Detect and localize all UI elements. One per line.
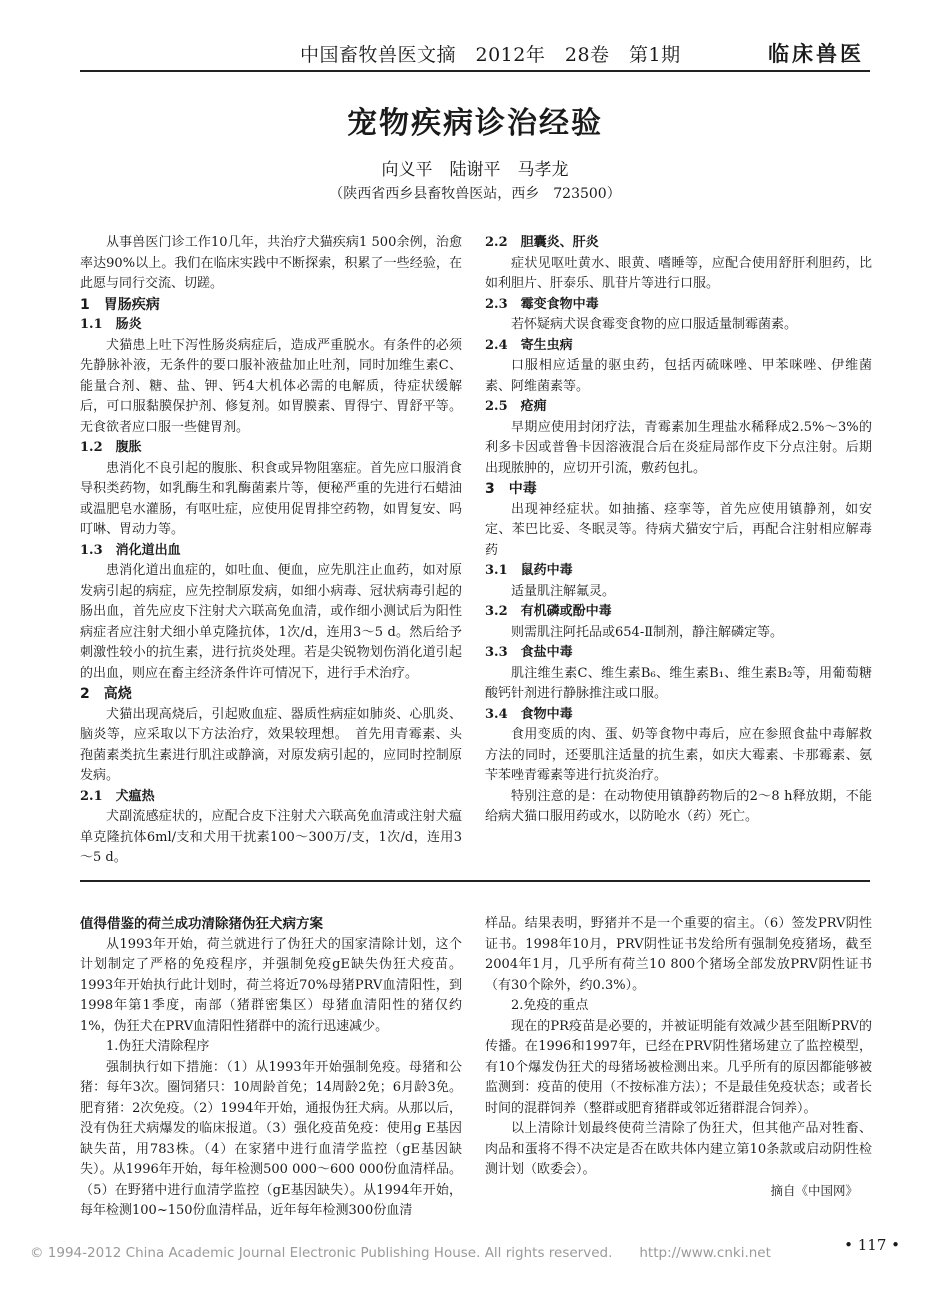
body-paragraph: 早期应使用封闭疗法，青霉素加生理盐水稀释成2.5%～3%的利多卡因或普鲁卡因溶液混合后在炎症局部作皮下分点注射。后期出现脓肿的，应切开引流，敷药包扎。 [485, 419, 872, 476]
subsection-heading: 1.2 腹胀 [80, 440, 142, 455]
box-paragraph: 以上清除计划最终使荷兰清除了伪狂犬，但其他产品对牲畜、肉品和蛋将不得不决定是否在欧共体内建立第10条款或启动阴性检测计划（欧委会）。 [485, 1121, 872, 1177]
subsection-heading: 3.2 有机磷或酚中毒 [485, 604, 612, 619]
box-paragraph: 强制执行如下措施：（1）从1993年开始强制免疫。母猪和公猪：每年3次。圈饲猪只：10周龄首免；14周龄2免；6月龄3免。肥育猪：2次免疫。（2）1994年开始，通报伪狂犬病。从那以后，没有伪狂犬病爆发的临床报道。（3）强化疫苗免疫：使用g E基因缺失苗，用783株。（4）在家猪中进行血清学监控（gE基因缺失）。从1996年开始，每年检测500 000～600 000份血清样品。（5）在野猪中进行血清学监控（gE基因缺失）。从1994年开始，每年检测100~150份血清样品，近年每年检测300份血清 [80, 1059, 462, 1218]
section-heading: 1 胃肠疾病 [80, 296, 160, 313]
closing-paragraph: 特别注意的是：在动物使用镇静药物后的2～8 h释放期，不能给病犬猫口服用药或水，以防呛水（药）死亡。 [485, 788, 872, 824]
body-paragraph: 患消化道出血症的，如吐血、便血，应先肌注止血药，如对原发病引起的病症，应先控制原发病，如细小病毒、冠状病毒引起的肠出血，首先应皮下注射犬六联高免血清，或作细小测试后为阳性病症者应注射犬细小单克隆抗体，1次/d，连用3～5 d。然后给予刺激性较小的抗生素，进行抗炎处理。若是尖锐物划伤消化道引起的出血，则应在畜主经济条件许可情况下，进行手术治疗。 [80, 563, 462, 681]
box-subheading: 1.伪狂犬清除程序 [106, 1039, 210, 1054]
body-paragraph: 若怀疑病犬误食霉变食物的应口服适量制霉菌素。 [511, 317, 798, 332]
body-paragraph: 出现神经症状。如抽搐、痉挛等，首先应使用镇静剂，如安定、苯巴比妥、冬眠灵等。待病犬猫安宁后，再配合注射相应解毒药 [485, 501, 872, 558]
subsection-heading: 1.3 消化道出血 [80, 542, 181, 558]
body-paragraph: 患消化不良引起的腹胀、积食或异物阻塞症。首先应口服消食导积类药物，如乳酶生和乳酶菌素片等，便秘严重的先进行石蜡油或温肥皂水灌肠，有呕吐症，应使用促胃排空药物，如胃复安、吗叮啉、胃动力等。 [80, 460, 462, 537]
section-heading: 2 高烧 [80, 686, 132, 702]
body-paragraph: 症状见呕吐黄水、眼黄、嗜睡等，应配合使用舒肝利胆药，比如利胆片、肝泰乐、肌苷片等进行口服。 [485, 255, 872, 291]
subsection-heading: 2.3 霉变食物中毒 [485, 296, 599, 312]
section-name: 临床兽医 [768, 42, 864, 66]
box-column-right [485, 914, 872, 1201]
running-header [80, 38, 870, 72]
body-paragraph: 犬猫出现高烧后，引起败血症、器质性病症如肺炎、心肌炎、脑炎等，应采取以下方法治疗，效果较理想。 首先用青霉素、头孢菌素类抗生素进行肌注或静滴，对原发病引起的，应同时控制原发病。 [80, 706, 462, 783]
page-number: • 117 • [844, 1236, 900, 1254]
section-heading: 3 中毒 [485, 481, 537, 497]
body-paragraph: 则需肌注阿托品或654-Ⅱ制剂，静注解磷定等。 [511, 624, 784, 640]
intro-paragraph: 从事兽医门诊工作10几年，共治疗犬猫疾病1 500余例，治愈率达90%以上。我们在临床实践中不断探索，积累了一些经验，在此愿与同行交流、切蹉。 [80, 235, 462, 291]
article-column-right [485, 233, 872, 828]
box-source: 摘自《中国网》 [770, 1182, 858, 1198]
article-authors: 向义平 陆谢平 马孝龙 [381, 160, 569, 180]
section-divider [80, 880, 870, 882]
journal-issue: 中国畜牧兽医文摘 2012年 28卷 第1期 [300, 44, 681, 66]
box-title: 值得借鉴的荷兰成功清除猪伪狂犬病方案 [80, 916, 323, 932]
copyright-notice: © 1994-2012 China Academic Journal Electronic Publishing House. All rights reserved. http://www.cnki.net [30, 1245, 771, 1261]
body-paragraph: 口服相应适量的驱虫药，包括丙硫咪唑、甲苯咪唑、伊维菌素、阿维菌素等。 [485, 358, 872, 394]
subsection-heading: 3.1 鼠药中毒 [485, 563, 573, 578]
box-column-left [80, 914, 462, 1222]
box-paragraph: 现在的PR疫苗是必要的，并被证明能有效减少甚至阻断PRV的传播。在1996和1997年，已经在PRV阴性猪场建立了监控模型，有10个爆发伪狂犬的母猪场被检测出来。几乎所有的原因都能够被监测到：疫苗的使用（不按标准方法）；不是最佳免疫状态；或者长时间的混群饲养（整群或肥育猪群或邻近猪群混合饲养）。 [485, 1018, 872, 1116]
body-paragraph: 适量肌注解氟灵。 [511, 583, 616, 599]
subsection-heading: 2.4 寄生虫病 [485, 337, 573, 353]
body-paragraph: 食用变质的肉、蛋、奶等食物中毒后，应在参照食盐中毒解救方法的同时，还要肌注适量的抗生素，如庆大霉素、卡那霉素、氨苄苯唑青霉素等进行抗炎治疗。 [485, 727, 872, 783]
body-paragraph: 犬副流感症状的，应配合皮下注射犬六联高免血清或注射犬瘟单克隆抗体6ml/支和犬用干扰素100～300万/支，1次/d，连用3～5 d。 [80, 809, 462, 865]
box-paragraph-continued: 样品。结果表明，野猪并不是一个重要的宿主。（6）签发PRV阴性证书。1998年10月，PRV阴性证书发给所有强制免疫猪场，截至2004年1月，几乎所有荷兰10 800个猪场全部发放PRV阴性证书（有30个除外，约0.3%）。 [485, 916, 872, 993]
subsection-heading: 1.1 肠炎 [80, 317, 142, 332]
article-title: 宠物疾病诊治经验 [347, 106, 603, 141]
article-column-left [80, 233, 462, 869]
article-affiliation: （陕西省西乡县畜牧兽医站，西乡 723500） [329, 186, 621, 202]
body-paragraph: 犬猫患上吐下泻性肠炎病症后，造成严重脱水。有条件的必须先静脉补液，无条件的要口服补液盐加止吐剂，同时加维生素C、能量合剂、糖、盐、钾、钙4大机体必需的电解质，待症状缓解后，可口服黏膜保护剂、修复剂。如胃膜素、胃得宁、胃舒平等。无食欲者应口服一些健胃剂。 [80, 337, 462, 435]
body-paragraph: 肌注维生素C、维生素B₆、维生素B₁、维生素B₂等，用葡萄糖酸钙针剂进行静脉推注或口服。 [485, 665, 872, 701]
box-paragraph: 从1993年开始，荷兰就进行了伪狂犬的国家清除计划，这个计划制定了严格的免疫程序，并强制免疫gE缺失伪狂犬疫苗。1993年开始执行此计划时，荷兰将近70%母猪PRV血清阳性，到1998年第1季度，南部（猪群密集区）母猪血清阳性的猪仅约1%，伪狂犬在PRV血清阳性猪群中的流行迅速减少。 [80, 936, 462, 1034]
subsection-heading: 2.5 疮痈 [485, 399, 547, 414]
subsection-heading: 2.1 犬瘟热 [80, 788, 155, 804]
subsection-heading: 3.3 食盐中毒 [485, 645, 573, 660]
box-subheading: 2.免疫的重点 [511, 998, 589, 1013]
subsection-heading: 3.4 食物中毒 [485, 706, 573, 722]
subsection-heading: 2.2 胆囊炎、肝炎 [485, 235, 599, 250]
